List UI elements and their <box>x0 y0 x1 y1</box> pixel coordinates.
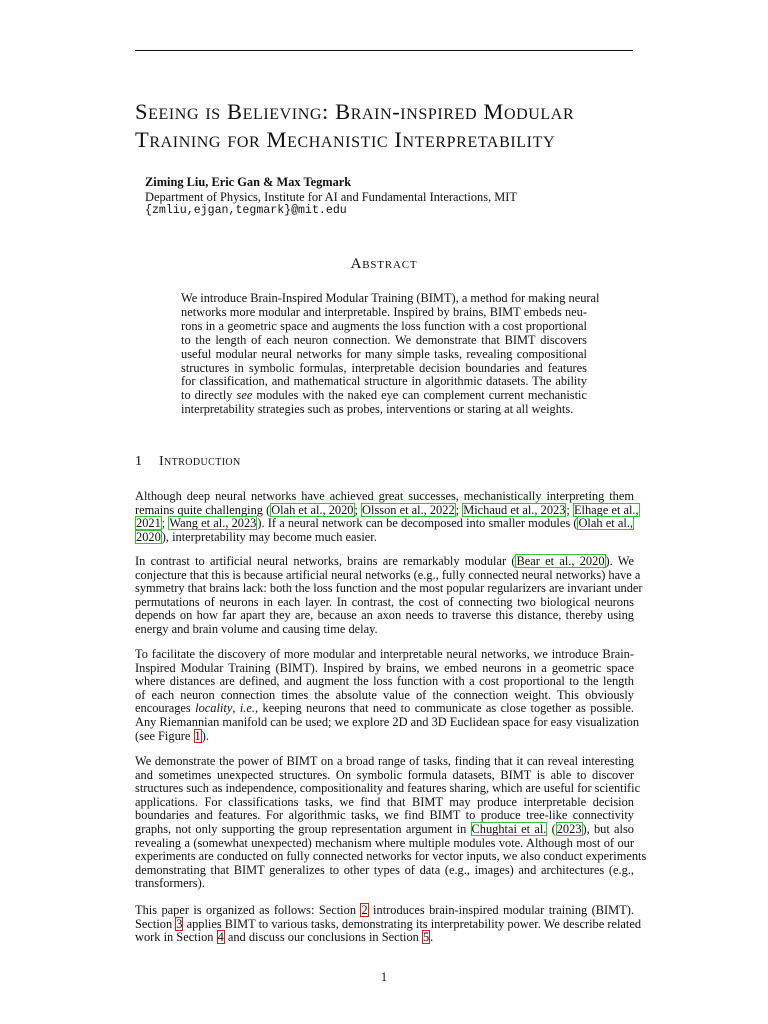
text-run: , <box>232 701 240 716</box>
citation-year: 2020 <box>328 502 354 517</box>
text-line: Inspired Modular Training (BIMT). Inspired by brains, we embed neurons in a geometric space <box>135 660 634 675</box>
citation-year: 2020 <box>579 554 605 568</box>
citation-olsson-2022[interactable] <box>361 503 456 517</box>
text-run: ), interpretability may become much easier. <box>161 529 377 544</box>
citation-author: Olsson et al., <box>362 502 427 517</box>
text-line: boundaries and features. For algorithmic tasks, we find BIMT to produce tree-like connectivity <box>135 808 634 823</box>
section-3-link[interactable]: 3 <box>176 916 183 931</box>
text-run: work in Section <box>135 930 217 945</box>
citation-wang-2023[interactable] <box>168 516 257 530</box>
citation-author: Wang et al., <box>169 516 229 531</box>
text-line: 2021; Wang et al., 2023). If a neural network can be decomposed into smaller modules (Olah et al., <box>136 516 633 531</box>
text-line: Although deep neural networks have achieved great successes, mechanistically interpreting them <box>135 489 634 503</box>
citation-year: 2023 <box>540 502 566 517</box>
section-heading-introduction <box>135 454 241 470</box>
abstract-line: for classification, and mathematical structure in algorithmic datasets. The ability <box>181 374 587 389</box>
text-line <box>135 931 634 945</box>
text-line: demonstrating that BIMT generalizes to other types of data (e.g., images) and architectures (e.g., <box>135 862 634 877</box>
text-run: remains quite challenging ( <box>135 502 271 517</box>
authors: Ziming Liu, Eric Gan & Max Tegmark <box>145 175 352 189</box>
emphasis-ie: i.e. <box>239 701 255 716</box>
text-run: ). If a neural network can be decomposed into smaller modules ( <box>257 516 578 531</box>
text-line: Any Riemannian manifold can be used; we explore 2D and 3D Euclidean space for easy visualization <box>135 714 640 729</box>
top-rule <box>135 50 633 51</box>
section-title: Introduction <box>159 454 241 469</box>
citation-author: Bear et al., <box>516 554 575 568</box>
section-4-link[interactable]: 4 <box>217 930 224 945</box>
text-line <box>135 702 634 716</box>
text-run: ). <box>201 728 209 743</box>
emphasis-locality: locality <box>195 701 233 716</box>
citation-year: 2022 <box>429 502 455 517</box>
citation-year: 2023 <box>231 516 257 531</box>
text-run: Section <box>135 916 176 931</box>
citation-chughtai[interactable]: Chughtai et al. <box>471 821 547 836</box>
text-line: conjecture that this is because artificial neural networks (e.g., fully connected neural networks) have a <box>135 567 641 582</box>
text-line: symmetry that brains lack: both the loss function and the most popular regularizers are invariant under <box>135 581 643 596</box>
citation-author: Olah et al., <box>271 502 326 517</box>
abstract-line: useful modular neural networks for many simple tasks, revealing compositional <box>181 346 587 361</box>
section-2-link[interactable]: 2 <box>361 903 368 917</box>
citation-michaud-2023[interactable] <box>462 503 566 517</box>
page-number: 1 <box>380 970 388 984</box>
intro-paragraph-2 <box>135 554 643 637</box>
text-line: revealing a (somewhat unexpected) mechanism where multiple modules vote. Although most of our <box>135 835 634 850</box>
text-run: This paper is organized as follows: Section <box>135 903 361 917</box>
intro-paragraph-1 <box>135 489 639 544</box>
citation-bear-2020[interactable] <box>515 554 605 568</box>
text-line: experiments are conducted on fully connected networks for vector inputs, we also conduct experiments <box>135 849 647 864</box>
text-run: . <box>430 930 434 945</box>
paper-title <box>135 98 655 154</box>
abstract-heading: Abstract <box>350 256 418 272</box>
intro-paragraph-3 <box>135 647 640 743</box>
abstract-text: modules with the naked eye can complement current mechanistic <box>252 388 587 403</box>
figure-1-link[interactable]: 1 <box>194 728 201 743</box>
title-line-1: Seeing is Believing: Brain-inspired Modular <box>135 99 575 124</box>
abstract-body <box>181 291 600 417</box>
text-line <box>135 531 634 545</box>
text-line: remains quite challenging (Olah et al., 2020; Olsson et al., 2022; Michaud et al., 2023; Elhage et al., <box>135 502 639 517</box>
abstract-line: to the length of each neuron connection. We demonstrate that BIMT discovers <box>181 332 587 347</box>
abstract-text: to directly <box>181 388 237 403</box>
intro-paragraph-4 <box>135 754 647 891</box>
text-line <box>135 730 634 744</box>
citation-elhage[interactable]: Elhage et al., <box>573 502 639 517</box>
text-line: permutations of neurons in each layer. In contrast, the cost of connecting two biological neurons <box>135 594 634 609</box>
text-line: To facilitate the discovery of more modular and interpretable neural networks, we introduce Brain- <box>135 647 634 661</box>
text-line: where distances are defined, and augment the loss function with a cost proportional to the length <box>135 674 634 689</box>
citation-olah-2020-year[interactable]: 2020 <box>136 529 161 544</box>
title-line-2: Training for Mechanistic Interpretability <box>135 127 556 152</box>
abstract-line: structures in symbolic formulas, interpretable decision boundaries and features <box>181 360 587 375</box>
text-run: introduces brain-inspired modular training (BIMT). <box>368 903 634 917</box>
text-line <box>135 555 634 569</box>
citation-olah[interactable]: Olah et al., <box>578 516 633 531</box>
intro-paragraph-5 <box>135 903 642 945</box>
text-line: transformers). <box>135 876 205 891</box>
section-number: 1 <box>135 454 143 469</box>
text-run: In contrast to artificial neural networks, brains are remarkably modular ( <box>135 554 516 568</box>
text-line <box>135 904 634 918</box>
abstract-line: rons in a geometric space and augments the loss function with a cost proportional <box>181 318 587 333</box>
affiliation: Department of Physics, Institute for AI and Fundamental Interactions, MIT <box>145 189 517 204</box>
text-run: and discuss our conclusions in Section <box>224 930 422 945</box>
text-run: ), but also <box>582 821 634 836</box>
text-run: , keeping neurons that need to communicate as close together as possible. <box>255 701 634 716</box>
text-run: encourages <box>135 701 196 716</box>
text-line: We demonstrate the power of BIMT on a broad range of tasks, finding that it can reveal interesting <box>135 754 634 768</box>
text-line: depends on how far apart they are, because an axon needs to traverse this distance, thereby using <box>135 608 634 623</box>
text-line: graphs, not only supporting the group representation argument in Chughtai et al. (2023), but also <box>135 821 634 836</box>
text-line <box>135 916 642 932</box>
email: {zmliu,ejgan,tegmark}@mit.edu <box>145 204 347 217</box>
citation-chughtai-2023[interactable]: 2023 <box>556 821 582 836</box>
abstract-line: interpretability strategies such as probes, interventions or staring at all weights. <box>181 402 574 417</box>
citation-author: Michaud et al., <box>463 502 538 517</box>
section-5-link[interactable]: 5 <box>422 930 430 945</box>
citation-elhage-2021[interactable]: 2021 <box>136 516 161 531</box>
abstract-emphasis: see <box>236 388 253 403</box>
text-line: structures such as independence, compositionality and features sharing, which are useful for scientific <box>135 781 641 796</box>
text-line: energy and brain volume and causing time delay. <box>135 621 378 636</box>
text-run: (see Figure <box>135 728 194 743</box>
text-line: applications. For classifications tasks, we find that BIMT may produce interpretable decision <box>135 794 634 809</box>
abstract-line: networks more modular and interpretable. Inspired by brains, BIMT embeds neu- <box>181 304 587 319</box>
text-run: ). We <box>605 554 634 568</box>
citation-olah-2020[interactable] <box>270 503 354 517</box>
text-line: of each neuron connection times the absolute value of the connection weight. This obviously <box>135 687 634 702</box>
author-block <box>145 175 517 219</box>
abstract-line: We introduce Brain-Inspired Modular Training (BIMT), a method for making neural <box>181 291 600 305</box>
text-run: graphs, not only supporting the group representation argument in <box>135 821 471 836</box>
text-run: applies BIMT to various tasks, demonstrating its interpretability power. We describe related <box>183 916 642 931</box>
text-line: and sometimes unexpected structures. On symbolic formula datasets, BIMT is able to discover <box>135 767 634 782</box>
abstract-line <box>181 389 587 403</box>
